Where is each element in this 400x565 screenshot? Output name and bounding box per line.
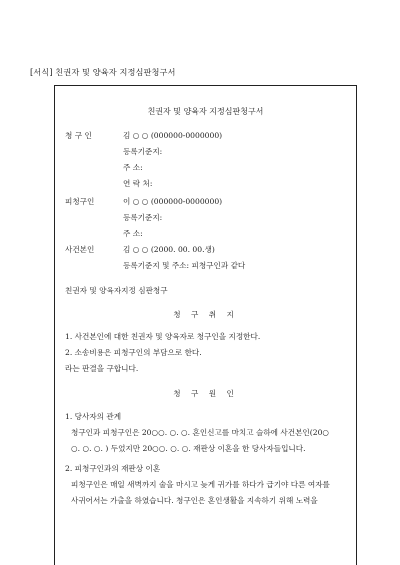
purpose-item: 2. 소송비용은 피청구인의 부담으로 한다.: [65, 348, 202, 357]
principal-role: 사건본인: [65, 245, 95, 254]
claimant-contact: 연 락 처:: [123, 179, 153, 188]
claimant-role: 청 구 인: [65, 131, 92, 140]
claimant-registry: 등록기준지:: [123, 147, 163, 156]
claimant-name: 김 ○ ○ (000000-0000000): [123, 131, 223, 140]
form-caption: [서식] 친권자 및 양육자 지정심판청구서: [30, 67, 176, 77]
cause-line: ○. ○. ○. ) 두었지만 20○○. ○. ○. 재판상 이혼을 한 당사자들입니다.: [71, 444, 306, 453]
purpose-item: 라는 판결을 구합니다.: [65, 364, 139, 373]
purpose-heading: 청 구 취 지: [173, 310, 238, 319]
respondent-name: 이 ○ ○ (000000-0000000): [123, 197, 223, 206]
claimant-address: 주 소:: [123, 163, 143, 172]
cause-line: 사귀어서는 가출을 하였습니다. 청구인은 혼인생활을 지속하기 위해 노력을: [71, 496, 318, 505]
principal-name: 김 ○ ○ (2000. 00. 00.생): [123, 245, 215, 254]
principal-registry: 등록기준지 및 주소: 피청구인과 같다: [123, 261, 246, 270]
respondent-role: 피청구인: [65, 197, 95, 206]
form-frame: [54, 85, 357, 565]
respondent-registry: 등록기준지:: [123, 213, 163, 222]
cause-line: 청구인과 피청구인은 20○○. ○. ○. 혼인신고를 마치고 슬하에 사건본인(20○: [71, 428, 330, 437]
respondent-address: 주 소:: [123, 229, 143, 238]
cause-section-title: 1. 당사자의 관계: [65, 412, 122, 421]
cause-section-title: 2. 피청구인과의 재판상 이혼: [65, 464, 161, 473]
document-title: 친권자 및 양육자 지정심판청구서: [147, 107, 264, 116]
purpose-item: 1. 사건본인에 대한 친권자 및 양육자로 청구인을 지정한다.: [65, 332, 261, 341]
claim-title: 친권자 및 양육자지정 심판청구: [65, 286, 168, 295]
cause-line: 피청구인은 매일 새벽까지 술을 마시고 늦게 귀가를 하다가 급기야 다른 여자를: [71, 480, 330, 489]
cause-heading: 청 구 원 인: [173, 389, 238, 398]
